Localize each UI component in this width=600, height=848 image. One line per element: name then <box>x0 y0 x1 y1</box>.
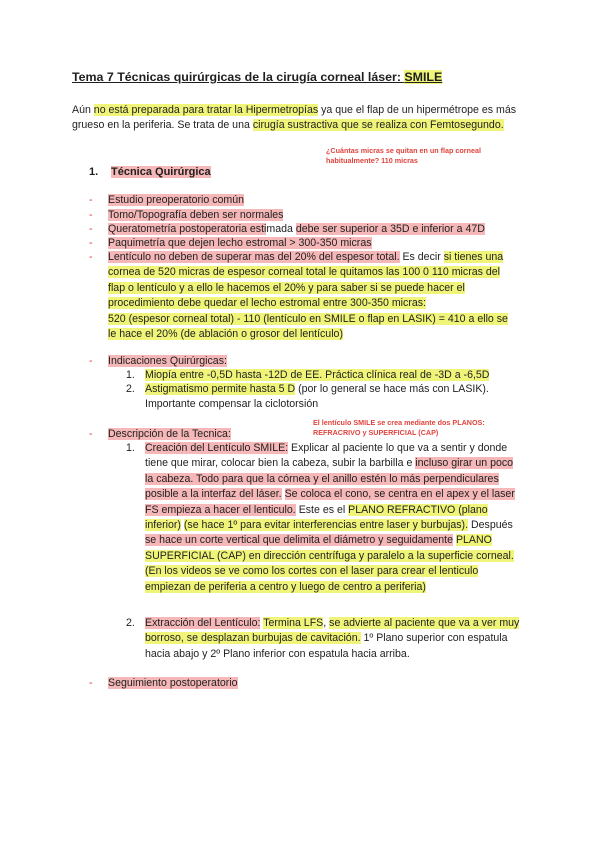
bullet-highlight: Indicaciones Quirúrgicas: <box>108 355 227 367</box>
bullet-dash: - <box>89 428 93 440</box>
item-highlight: PLANO REFRACTIVO (plano inferior) <box>145 503 488 532</box>
item-highlight: se advierte al paciente que va a ver muy borroso, se desplazan burbujas de cavitación. <box>145 617 520 645</box>
item-highlight: incluso girar un poco la cabeza. Todo para que la córnea y el anillo estén lo más perpendiculares posible a la interfaz del láser. <box>145 457 514 501</box>
bullet-item <box>89 193 518 208</box>
bullet-item-lenticulo <box>89 250 518 342</box>
item-highlight: Creación del Lentículo SMILE: <box>145 442 289 454</box>
bullet-dash: - <box>89 237 93 249</box>
item-highlight: se hace un corte vertical que delimita el diámetro y seguidamente <box>145 534 453 547</box>
intro-highlight: no está preparada para tratar la Hipermetropías <box>93 104 319 116</box>
item-plain: Este es el <box>295 503 349 516</box>
item-highlight: PLANO SUPERFICIAL (CAP) en dirección centrífuga y paralelo a la superficie corneal. <box>145 534 514 562</box>
item-plain: Explicar al paciente lo que va a sentir y donde tiene que mirar, colocar bien la cabeza, subir la barbilla e <box>145 442 508 470</box>
bullet-dash: - <box>89 355 93 367</box>
bullet-highlight: Queratometría postoperatoria esti <box>108 223 267 235</box>
intro-text: ya que el flap de un hipermétrope es más grueso en la periferia. Se trata de una <box>72 104 517 132</box>
intro-text: Aún <box>72 104 94 116</box>
title-text: Tema 7 Técnicas quirúrgicas de la cirugía corneal láser: <box>72 70 405 84</box>
bullet-dash: - <box>89 251 93 263</box>
item-text <box>145 616 521 662</box>
numbered-item-extraccion <box>126 616 521 662</box>
margin-note-micras: ¿Cuántas micras se quitan en un flap corneal habitualmente? 110 micras <box>326 146 481 165</box>
title-highlight: SMILE <box>404 70 443 84</box>
bullet-dash: - <box>89 223 93 235</box>
intro-highlight: cirugía sustractiva que se realiza con Femtosegundo. <box>252 119 504 132</box>
bullet-highlight: Tomo/Topografía deben ser normales <box>108 209 284 221</box>
intro-paragraph <box>72 103 532 134</box>
item-highlight: Termina LFS <box>263 617 324 629</box>
bullet-plain: Es decir <box>399 251 444 263</box>
bullet-highlight: Lentículo no deben de superar mas del 20% del espesor total. <box>108 251 400 263</box>
bullet-highlight: Descripción de la Tecnica: <box>108 428 231 440</box>
margin-note-planos: El lentículo SMILE se crea mediante dos PLANOS: REFRACRIVO y SUPERFICIAL (CAP) <box>313 418 485 437</box>
bullet-dash: - <box>89 209 93 221</box>
numbered-item-creacion <box>126 441 521 595</box>
bullet-plain: mada <box>266 223 296 235</box>
section-heading <box>89 165 211 180</box>
item-highlight: Se coloca el cono, se centra en el apex y el laser FS empieza a hacer el lenticulo. <box>145 488 515 516</box>
item-highlight: Extracción del Lentículo: <box>145 617 261 629</box>
item-plain: 1º Plano superior con espatula hacia abajo y 2º Plano inferior con espatula hacia arriba. <box>145 632 508 660</box>
bullet-highlight: Paquimetría que dejen lecho estromal > 300-350 micras <box>108 237 372 249</box>
section-number: 1. <box>89 166 99 178</box>
item-highlight: Miopía entre -0,5D hasta -12D de EE. Práctica clínica real de -3D a -6,5D <box>145 369 490 381</box>
bullet-highlight: Seguimiento postoperatorio <box>108 677 238 689</box>
bullet-text <box>108 250 518 342</box>
item-highlight: (se hace 1º para evitar interferencias entre laser y burbujas). <box>183 519 469 532</box>
item-number: 1. <box>126 442 135 454</box>
item-highlight: Astigmatismo permite hasta 5 D <box>145 383 296 395</box>
bullet-dash: - <box>89 194 93 206</box>
item-plain: (por lo general se hace más con LASIK). Importante compensar la ciclotorsión <box>145 383 489 411</box>
bullet-text <box>108 193 518 208</box>
item-number: 2. <box>126 383 135 395</box>
document-title <box>72 70 442 85</box>
item-number: 1. <box>126 369 135 381</box>
numbered-item <box>126 382 521 413</box>
bullet-highlight: 520 (espesor corneal total) - 110 (lentículo en SMILE o flap en LASIK) = 410 a ello se le hace el 20% (de ablación o grosor del lentículo) <box>108 312 508 341</box>
bullet-dash: - <box>89 677 93 689</box>
bullet-text <box>108 676 518 691</box>
item-text <box>145 441 521 595</box>
section-label: Técnica Quirúrgica <box>111 166 211 178</box>
item-plain: Después <box>468 519 513 532</box>
bullet-highlight: debe ser superior a 35D e inferior a 47D <box>295 223 485 235</box>
item-plain: , <box>323 617 330 629</box>
item-highlight: (En los videos se ve como los cortes con el laser para crear el lenticulo empiezan de periferia a centro y luego de centro a periferia) <box>145 565 479 593</box>
item-text <box>145 382 521 413</box>
bullet-highlight: Estudio preoperatorio común <box>108 194 245 206</box>
bullet-highlight: si tienes una cornea de 520 micras de espesor corneal total le quitamos las 100 0 110 micras del flap o lentículo y a ello le hacemos el 20% y para saber si se puede hacer el procedimiento debe quedar el lecho estromal entre 300-350 micras: <box>108 251 504 310</box>
bullet-item-seguimiento <box>89 676 518 691</box>
item-number: 2. <box>126 617 135 629</box>
